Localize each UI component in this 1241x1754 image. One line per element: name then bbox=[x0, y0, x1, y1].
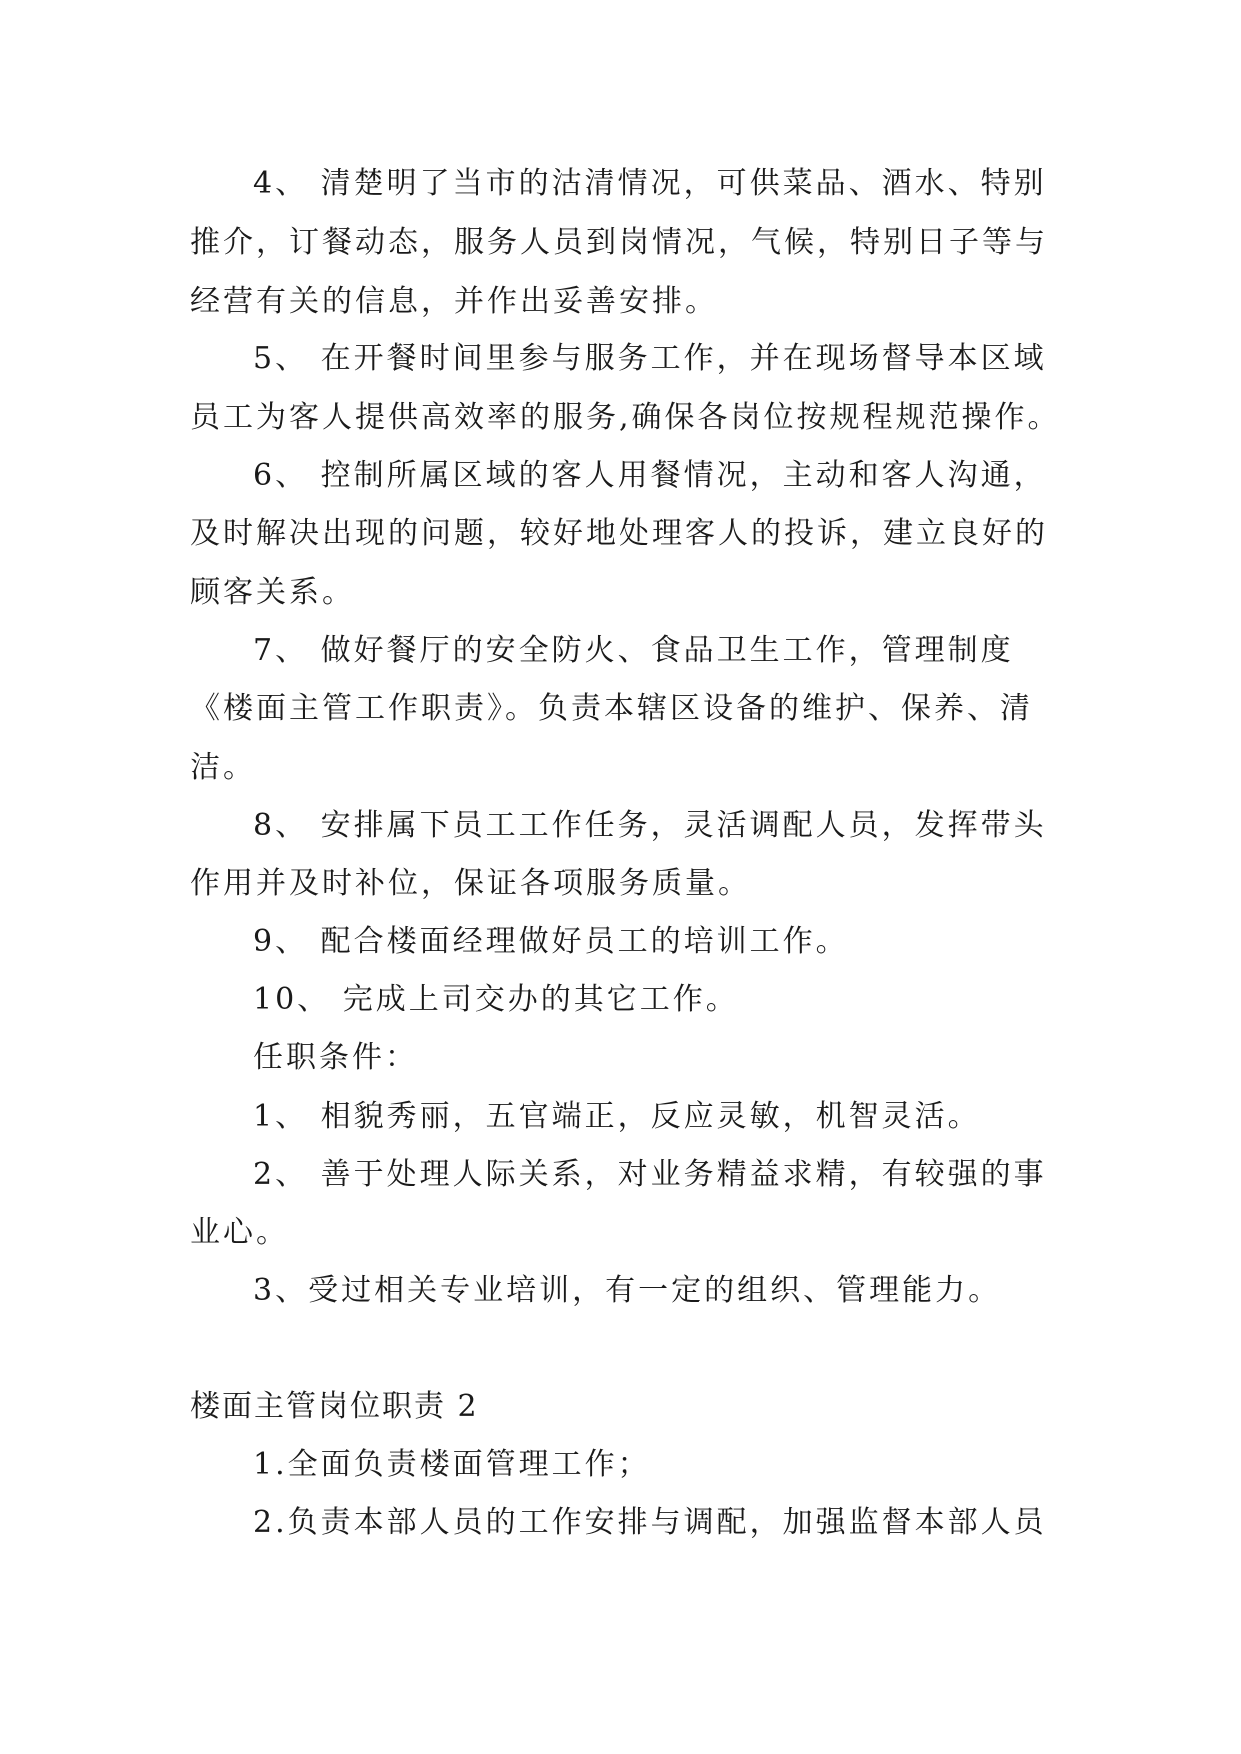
paragraph-line: 5、 在开餐时间里参与服务工作，并在现场督导本区域 bbox=[253, 341, 1047, 376]
paragraph-line: 业心。 bbox=[190, 1215, 289, 1250]
paragraph-line: 2.负责本部人员的工作安排与调配，加强监督本部人员 bbox=[253, 1505, 1047, 1540]
paragraph-line: 2、 善于处理人际关系，对业务精益求精，有较强的事 bbox=[253, 1157, 1047, 1192]
paragraph-line: 3、受过相关专业培训，有一定的组织、管理能力。 bbox=[253, 1273, 1002, 1308]
paragraph-line: 9、 配合楼面经理做好员工的培训工作。 bbox=[253, 924, 849, 959]
paragraph-line: 1.全面负责楼面管理工作； bbox=[253, 1447, 651, 1482]
paragraph-line: 及时解决出现的问题，较好地处理客人的投诉，建立良好的 bbox=[190, 516, 1048, 551]
paragraph-line: 经营有关的信息，并作出妥善安排。 bbox=[190, 284, 718, 319]
paragraph-line: 推介，订餐动态，服务人员到岗情况，气候，特别日子等与 bbox=[190, 225, 1048, 260]
paragraph-line: 顾客关系。 bbox=[190, 575, 355, 610]
paragraph-line: 《楼面主管工作职责》。负责本辖区设备的维护、保养、清 bbox=[190, 691, 1033, 726]
paragraph-line: 洁。 bbox=[190, 750, 256, 785]
paragraph-line: 10、 完成上司交办的其它工作。 bbox=[253, 982, 739, 1017]
paragraph-line: 1、 相貌秀丽，五官端正，反应灵敏，机智灵活。 bbox=[253, 1099, 981, 1134]
paragraph-line: 4、 清楚明了当市的沽清情况，可供菜品、酒水、特别 bbox=[253, 166, 1047, 201]
paragraph-line: 8、 安排属下员工工作任务，灵活调配人员，发挥带头 bbox=[253, 808, 1047, 843]
section-heading: 楼面主管岗位职责 2 bbox=[190, 1389, 479, 1424]
paragraph-line: 7、 做好餐厅的安全防火、食品卫生工作，管理制度 bbox=[253, 633, 1014, 668]
section-label: 任职条件： bbox=[253, 1040, 418, 1075]
paragraph-line: 作用并及时补位，保证各项服务质量。 bbox=[190, 866, 751, 901]
paragraph-line: 员工为客人提供高效率的服务,确保各岗位按规程规范操作。 bbox=[190, 400, 1061, 435]
paragraph-line: 6、 控制所属区域的客人用餐情况，主动和客人沟通， bbox=[253, 458, 1047, 493]
